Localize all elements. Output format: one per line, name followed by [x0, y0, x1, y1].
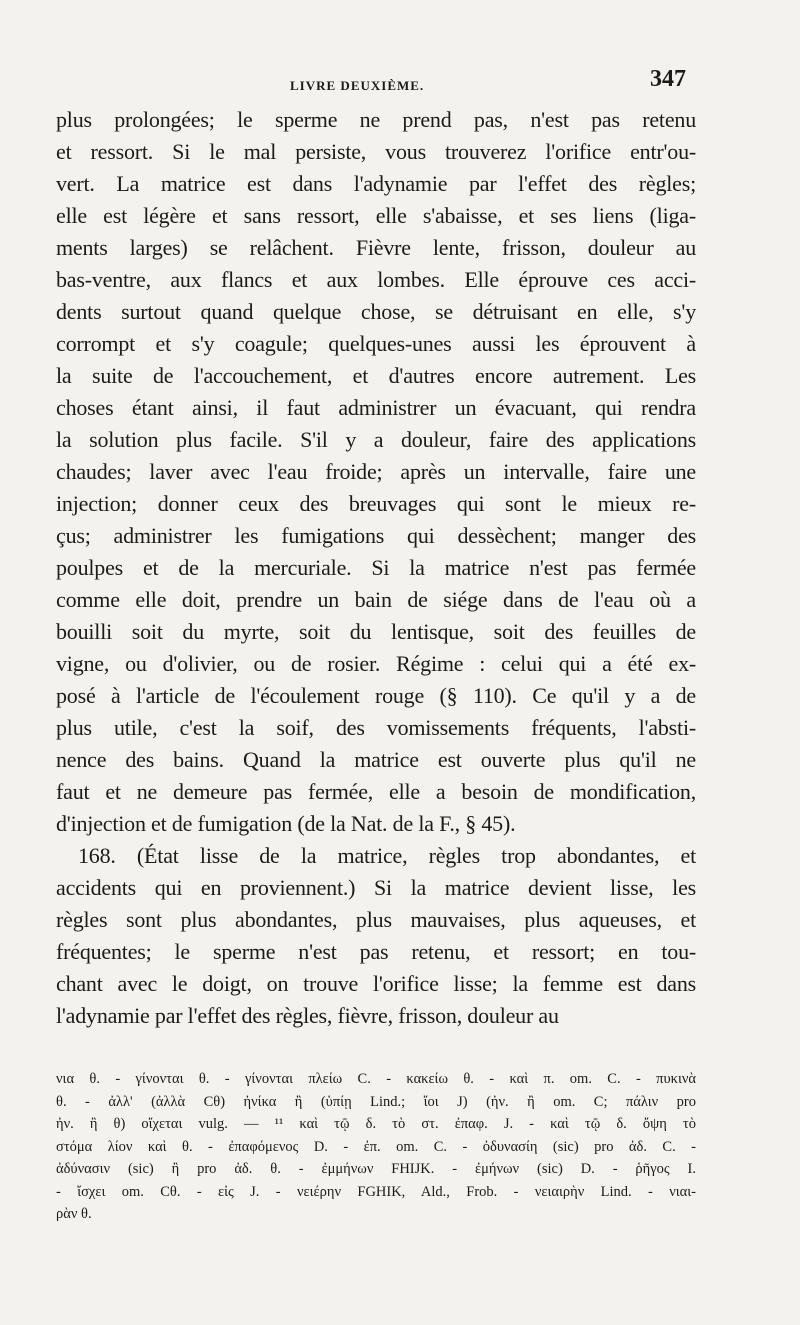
text-line: faut et ne demeure pas fermée, elle a besoin de mondification, [56, 779, 696, 804]
text-line: la solution plus facile. S'il y a douleur, faire des applications [56, 427, 696, 452]
text-line: comme elle doit, prendre un bain de siége dans de l'eau où a [56, 587, 696, 612]
footnote-line: ρὰν θ. [56, 1206, 92, 1222]
text-line: elle est légère et sans ressort, elle s'abaisse, et ses liens (liga- [56, 203, 696, 228]
text-line: bas-ventre, aux flancs et aux lombes. Elle éprouve ces acci- [56, 267, 696, 292]
text-line: ments larges) se relâchent. Fièvre lente, frisson, douleur au [56, 235, 696, 260]
footnotes [56, 1068, 696, 1226]
text-line: çus; administrer les fumigations qui dessèchent; manger des [56, 523, 696, 548]
text-line: la suite de l'accouchement, et d'autres encore autrement. Les [56, 363, 696, 388]
text-line: plus utile, c'est la soif, des vomissements fréquents, l'absti- [56, 715, 696, 740]
text-line: chant avec le doigt, on trouve l'orifice lisse; la femme est dans [56, 971, 696, 996]
text-line: bouilli soit du myrte, soit du lentisque, soit des feuilles de [56, 619, 696, 644]
text-line: plus prolongées; le sperme ne prend pas, n'est pas retenu [56, 107, 696, 132]
footnote-line: νια θ. - γίνονται θ. - γίνονται πλείω C. - κακείω θ. - καὶ π. om. C. - πυκινὰ [56, 1071, 696, 1087]
text-line: l'adynamie par l'effet des règles, fièvre, frisson, douleur au [56, 1003, 559, 1028]
text-line: injection; donner ceux des breuvages qui sont le mieux re- [56, 491, 696, 516]
text-line: posé à l'article de l'écoulement rouge (§ 110). Ce qu'il y a de [56, 683, 696, 708]
text-line: d'injection et de fumigation (de la Nat. de la F., § 45). [56, 811, 516, 836]
text-line: accidents qui en proviennent.) Si la matrice devient lisse, les [56, 875, 696, 900]
text-line: fréquentes; le sperme n'est pas retenu, et ressort; en tou- [56, 939, 696, 964]
text-line: 168. (État lisse de la matrice, règles trop abondantes, et [78, 843, 696, 868]
text-line: poulpes et de la mercuriale. Si la matrice n'est pas fermée [56, 555, 696, 580]
page-number: 347 [650, 66, 686, 92]
footnote-line: - ἴσχει om. Cθ. - εἰς J. - νειέρην FGHIK, Ald., Frob. - νειαιρὴν Lind. - νιαι- [56, 1183, 696, 1200]
text-line: dents surtout quand quelque chose, se détruisant en elle, s'y [56, 299, 696, 324]
running-title: LIVRE DEUXIÈME. [290, 78, 425, 93]
text-line: chaudes; laver avec l'eau froide; après un intervalle, faire une [56, 459, 696, 484]
page-header [290, 66, 690, 102]
text-line: et ressort. Si le mal persiste, vous trouverez l'orifice entr'ou- [56, 139, 696, 164]
footnote-line: ἠν. ἢ θ) οἴχεται vulg. — ¹¹ καὶ τῷ δ. τὸ στ. ἐπαφ. J. - καὶ τῷ δ. ὄψη τὸ [56, 1116, 696, 1132]
text-line: règles sont plus abondantes, plus mauvaises, plus aqueuses, et [56, 907, 696, 932]
text-line: choses étant ainsi, il faut administrer un évacuant, qui rendra [56, 395, 696, 420]
footnote-line: στόμα λίον καὶ θ. - ἐπαφόμενος D. - ἐπ. om. C. - ὀδυνασίη (sic) pro ἀδ. C. - [56, 1138, 696, 1155]
text-line: nence des bains. Quand la matrice est ouverte plus qu'il ne [56, 747, 696, 772]
text-line: vigne, ou d'olivier, ou de rosier. Régime : celui qui a été ex- [56, 651, 696, 676]
footnote-line: ἀδύνασιν (sic) ἢ pro ἀδ. θ. - ἐμμήνων FHIJK. - ἐμήνων (sic) D. - ῥῆγος I. [56, 1161, 696, 1177]
text-line: vert. La matrice est dans l'adynamie par l'effet des règles; [56, 171, 696, 196]
footnote-line: θ. - ἀλλ' (ἀλλὰ Cθ) ἠνίκα ἢ (ὑπίῃ Lind.; ἴοι J) (ἠν. ἢ om. C; πάλιν pro [56, 1093, 696, 1110]
text-line: corrompt et s'y coagule; quelques-unes aussi les éprouvent à [56, 331, 696, 356]
body-text [56, 104, 696, 1032]
